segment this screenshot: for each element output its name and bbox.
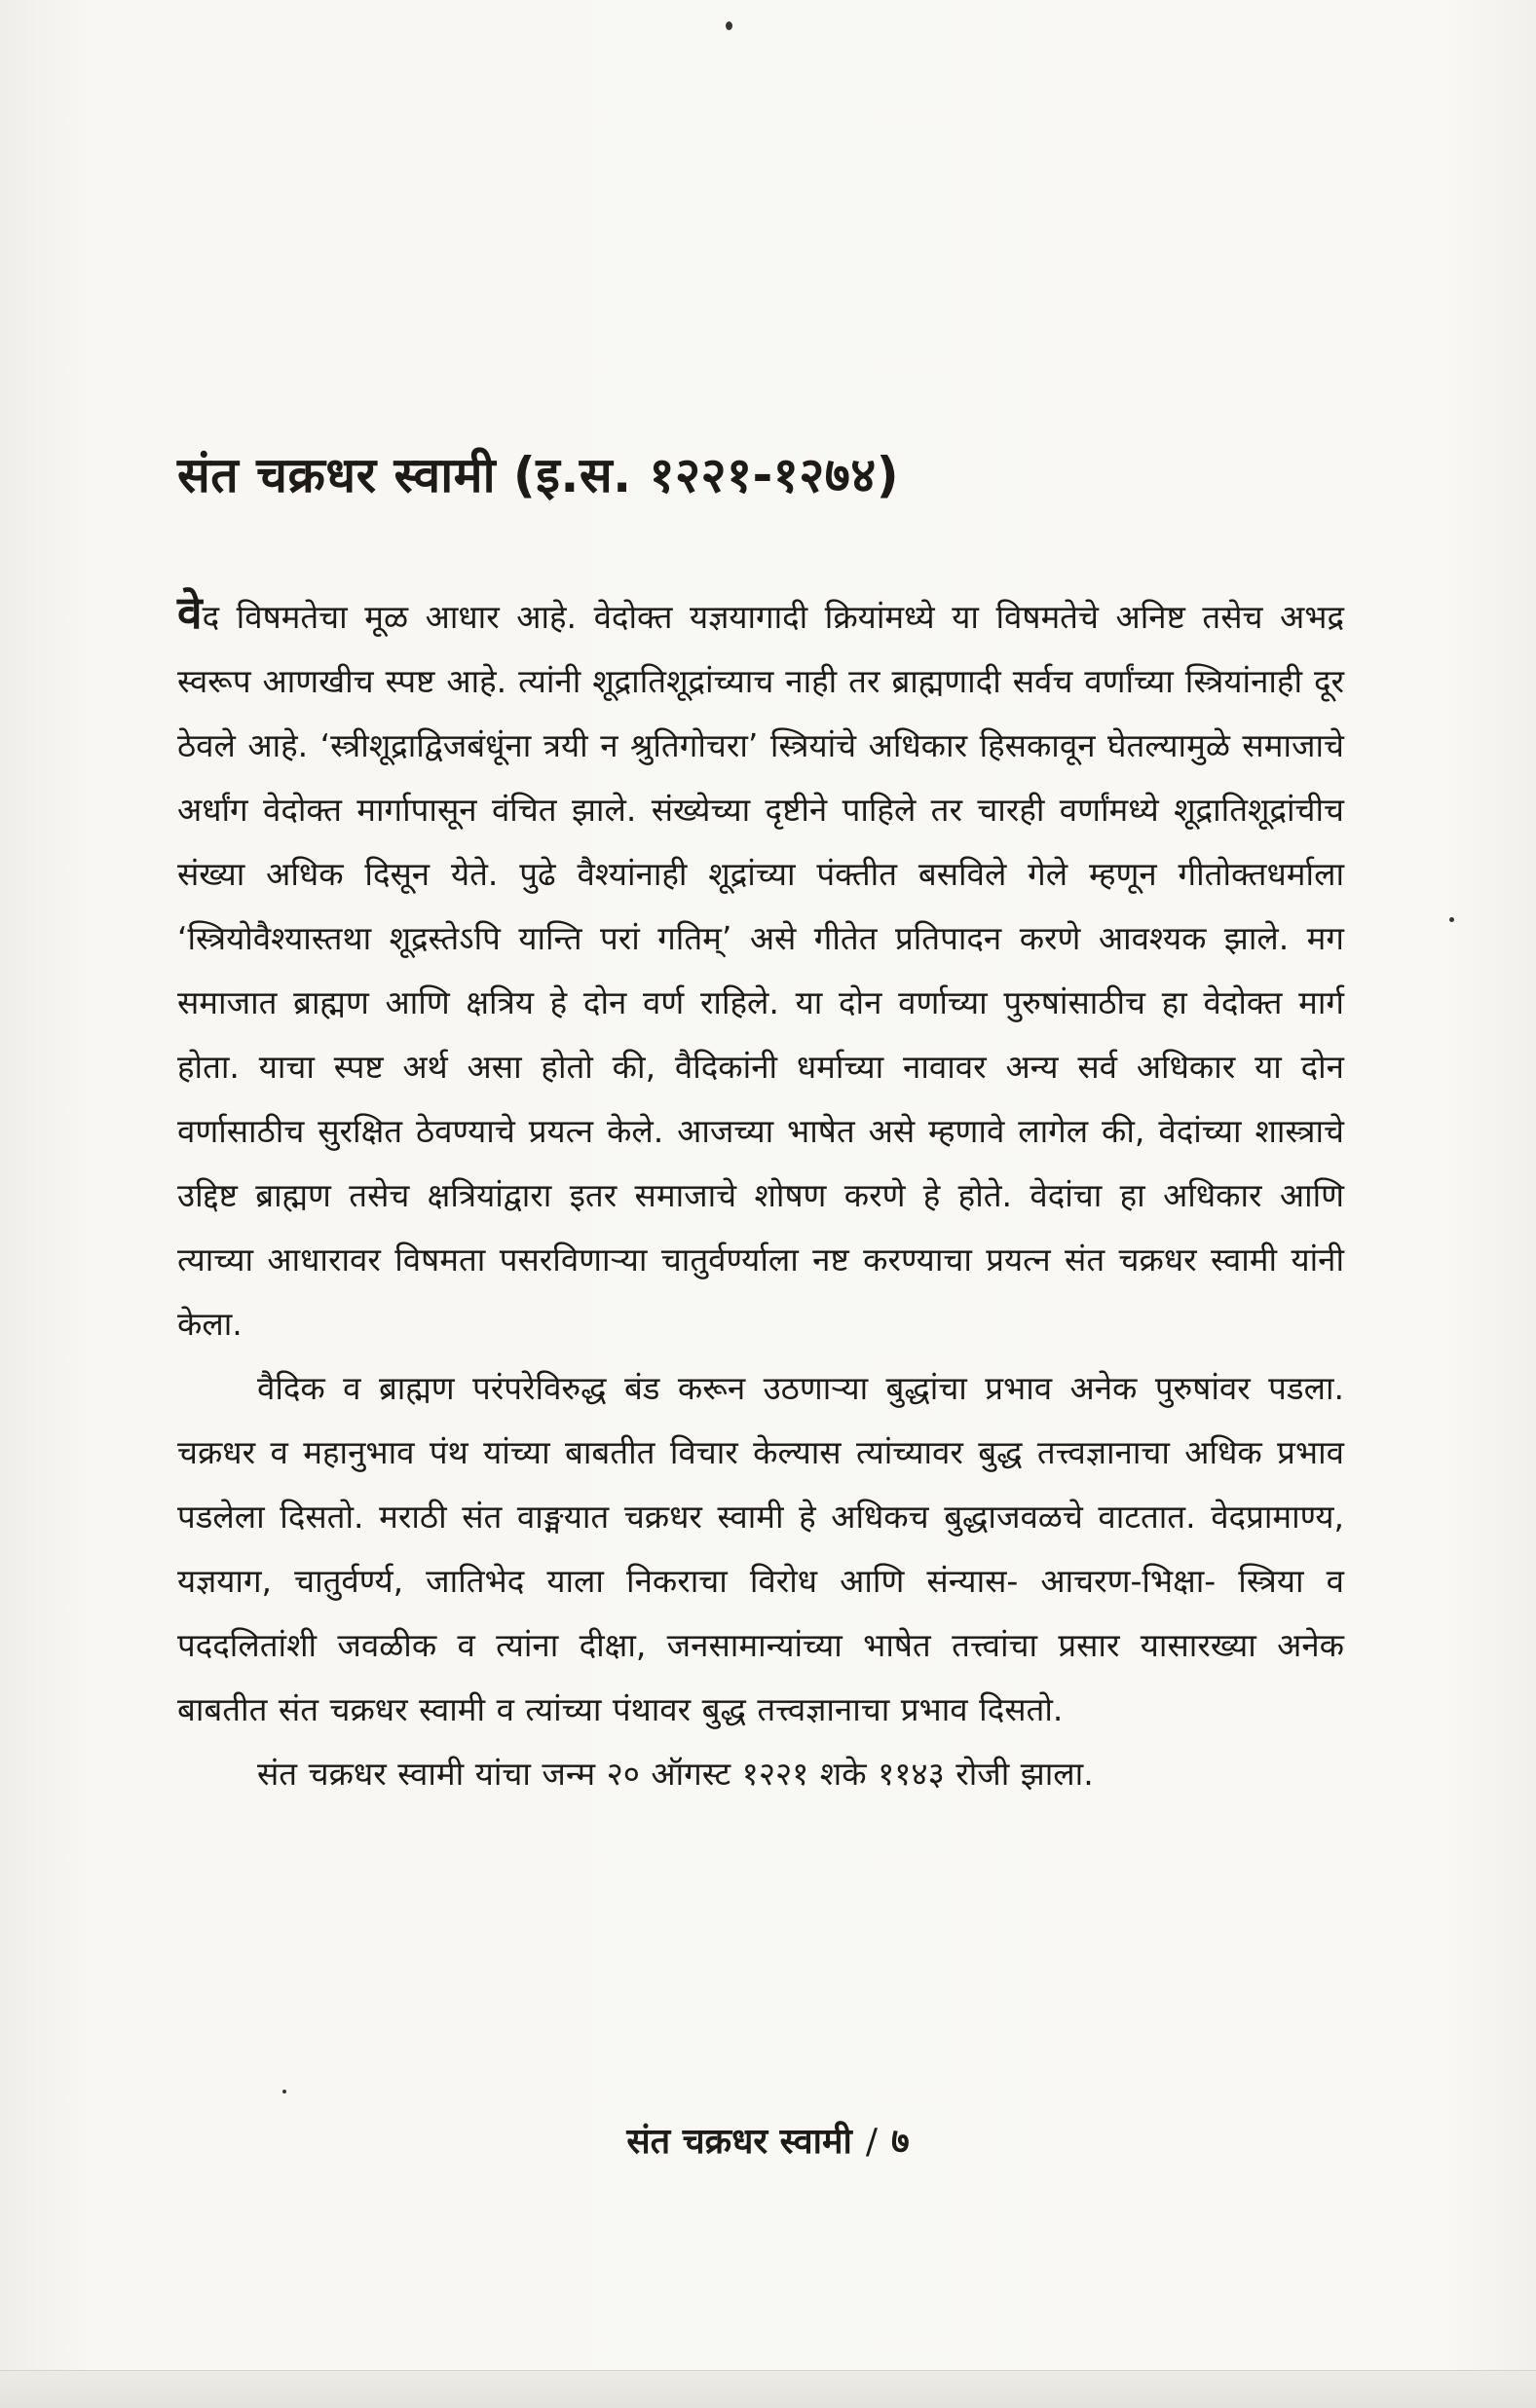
page-footer [0, 2115, 1536, 2169]
running-title: संत चक्रधर स्वामी [626, 2122, 852, 2162]
chapter-heading: संत चक्रधर स्वामी (इ.स. १२२१-१२७४) [177, 447, 900, 503]
paragraph-text: द विषमतेचा मूळ आधार आहे. वेदोक्त यज्ञयागादी क्रियांमध्ये या विषमतेचे अनिष्ट तसेच अभद्र स्वरूप आणखीच स्पष्ट आहे. त्यांनी शूद्रातिशूद्रांच्याच नाही तर ब्राह्मणादी सर्वच वर्णांच्या स्त्रियांनाही दूर ठेवले आहे. ‘स्त्रीशूद्राद्विजबंधूंना त्रयी न श्रुतिगोचरा’ स्त्रियांचे अधिकार हिसकावून घेतल्यामुळे समाजाचे अर्धांग वेदोक्त मार्गापासून वंचित झाले. संख्येच्या दृष्टीने पाहिले तर चारही वर्णांमध्ये शूद्रातिशूद्रांचीच संख्या अधिक दिसून येते. पुढे वैश्यांनाही शूद्रांच्या पंक्तीत बसविले गेले म्हणून गीतोक्तधर्माला ‘स्त्रियोवैश्यास्तथा शूद्रस्तेऽपि यान्ति परां गतिम्’ असे गीतेत प्रतिपादन करणे आवश्यक झाले. मग समाजात ब्राह्मण आणि क्षत्रिय हे दोन वर्ण राहिले. या दोन वर्णाच्या पुरुषांसाठीच हा वेदोक्त मार्ग होता. याचा स्पष्ट अर्थ असा होतो की, वैदिकांनी धर्माच्या नावावर अन्य सर्व अधिकार या दोन वर्णासाठीच सुरक्षित ठेवण्याचे प्रयत्न केले. आजच्या भाषेत असे म्हणावे लागेल की, वेदांच्या शास्त्राचे उद्दिष्ट ब्राह्मण तसेच क्षत्रियांद्वारा इतर समाजाचे शोषण करणे हे होते. वेदांचा हा अधिकार आणि त्याच्या आधारावर विषमता पसरविणाऱ्या चातुर्वर्ण्याला नष्ट करण्याचा प्रयत्न संत चक्रधर स्वामी यांनी केला. [177, 598, 1344, 1343]
ink-speck [1449, 917, 1454, 922]
ink-speck [726, 21, 732, 30]
ink-speck [282, 2090, 286, 2093]
paragraph: वैदिक व ब्राह्मण परंपरेविरुद्ध बंड करून उठणाऱ्या बुद्धांचा प्रभाव अनेक पुरुषांवर पडला. चक्रधर व महानुभाव पंथ यांच्या बाबतीत विचार केल्यास त्यांच्यावर बुद्ध तत्त्वज्ञानाचा अधिक प्रभाव पडलेला दिसतो. मराठी संत वाङ्मयात चक्रधर स्वामी हे अधिकच बुद्धाजवळचे वाटतात. वेदप्रामाण्य, यज्ञयाग, चातुर्वर्ण्य, जातिभेद याला निकराचा विरोध आणि संन्यास- आचरण-भिक्षा- स्त्रिया व पददलितांशी जवळीक व त्यांना दीक्षा, जनसामान्यांच्या भाषेत तत्त्वांचा प्रसार यासारख्या अनेक बाबतीत संत चक्रधर स्वामी व त्यांच्या पंथावर बुद्ध तत्त्वज्ञानाचा प्रभाव दिसतो. [177, 1369, 1344, 1728]
footer-separator: / [865, 2122, 878, 2162]
paragraph [177, 580, 1344, 1356]
page-number: ७ [890, 2122, 910, 2162]
chapter-body [177, 580, 1344, 1806]
drop-initial: वे [177, 586, 203, 639]
paragraph: संत चक्रधर स्वामी यांचा जन्म २० ऑगस्ट १२२१ शके ११४३ रोजी झाला. [257, 1755, 1094, 1793]
page-bottom-edge [0, 2370, 1536, 2408]
